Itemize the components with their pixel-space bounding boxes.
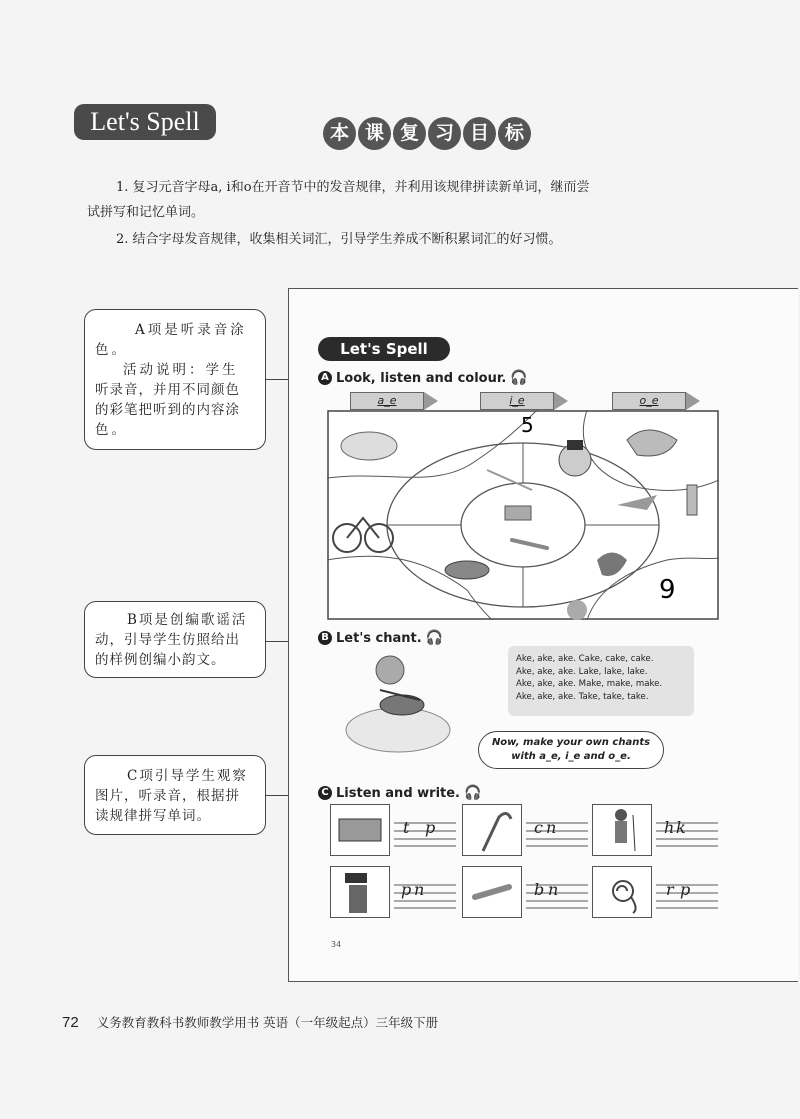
- section-letter: A: [318, 371, 332, 385]
- note-line: 动，引导学生仿照给出: [95, 632, 240, 648]
- title-char: 目: [463, 117, 496, 150]
- objective-2: 2. 结合字母发音规律，收集相关词汇，引导学生养成不断积累词汇的好习惯。: [116, 232, 562, 247]
- number-five: 5: [521, 413, 534, 437]
- bubble-line: with a_e, i_e and o_e.: [511, 751, 631, 762]
- note-line: 色。: [95, 422, 128, 438]
- letter: n: [548, 880, 559, 899]
- section-title: Let's chant.: [336, 630, 422, 646]
- pencil-label: a_e: [350, 392, 424, 410]
- ball-icon: [567, 600, 587, 620]
- drummer-girl-illustration: [340, 650, 460, 760]
- section-letter: C: [318, 786, 332, 800]
- book-page-number: 34: [331, 940, 342, 949]
- chant-line: Ake, ake, ake. Cake, cake, cake.: [516, 654, 654, 664]
- section-a-heading: [318, 370, 528, 386]
- tape-picture: [330, 804, 390, 856]
- hiker-picture: [592, 804, 652, 856]
- note-line: 的彩笔把听到的内容涂: [95, 402, 240, 418]
- letter: t: [403, 818, 410, 837]
- letter: p: [425, 818, 436, 837]
- section-letter: B: [318, 631, 332, 645]
- note-line: 读规律拼写单词。: [95, 808, 211, 824]
- chant-box: [508, 646, 694, 716]
- note-line: B项是创编歌谣活: [127, 612, 248, 628]
- note-a: [84, 309, 266, 450]
- rope-picture: [592, 866, 652, 918]
- letter: r: [666, 880, 674, 899]
- headphones-icon: 🎧: [425, 630, 444, 646]
- letter: n: [414, 880, 425, 899]
- chant-line: Ake, ake, ake. Lake, lake, lake.: [516, 666, 648, 677]
- bubble-line: Now, make your own chants: [491, 737, 651, 748]
- pencil-label: o_e: [612, 392, 686, 410]
- letter: k: [676, 818, 686, 837]
- lesson-badge: Let's Spell: [74, 104, 216, 140]
- title-char: 课: [358, 117, 391, 150]
- drum-icon: [445, 561, 489, 579]
- lets-spell-pill: Let's Spell: [318, 337, 450, 361]
- note-b: [84, 601, 266, 678]
- objective-1-cont: 试拼写和记忆单词。: [87, 205, 205, 220]
- coloring-picture: [327, 410, 719, 620]
- pencil-o-e: [612, 392, 700, 410]
- speech-bubble: [478, 731, 664, 769]
- number-nine: 9: [659, 575, 676, 605]
- note-line: A项是听录音涂: [135, 322, 247, 338]
- letter: p: [680, 880, 691, 899]
- pencil-label: i_e: [480, 392, 554, 410]
- cane-picture: [462, 804, 522, 856]
- headphones-icon: 🎧: [510, 370, 528, 386]
- note-line: 听录音，并用不同颜色: [95, 382, 240, 398]
- section-c-heading: [318, 785, 481, 801]
- pine-picture: [330, 866, 390, 918]
- note-line: 图片，听录音，根据拼: [95, 788, 240, 804]
- headphones-icon: 🎧: [464, 785, 482, 801]
- bone-vertical-icon: [687, 485, 697, 515]
- title-char: 本: [323, 117, 356, 150]
- section-title: Listen and write.: [336, 785, 460, 801]
- chant-line: Ake, ake, ake. Take, take, take.: [516, 691, 649, 702]
- letter: b: [534, 880, 545, 899]
- letter: p: [401, 880, 412, 899]
- page-footer: [62, 1013, 438, 1031]
- note-line: 活动说明：学生: [123, 362, 239, 378]
- title-char: 习: [428, 117, 461, 150]
- letter: c: [534, 818, 543, 837]
- book-title: 义务教育教科书教师教学用书 英语（一年级起点）三年级下册: [96, 1015, 439, 1030]
- review-goals-title: [323, 117, 531, 153]
- title-char: 复: [393, 117, 426, 150]
- chant-line: Ake, ake, ake. Make, make, make.: [516, 679, 663, 689]
- note-c: [84, 755, 266, 835]
- note-line: 色。: [95, 342, 128, 358]
- note-line: C项引导学生观察: [127, 768, 248, 784]
- title-char: 标: [498, 117, 531, 150]
- pencil-a-e: [350, 392, 438, 410]
- bowl-icon: [341, 432, 397, 460]
- pencil-i-e: [480, 392, 568, 410]
- note-line: 的样例创编小韵文。: [95, 652, 226, 668]
- bone-picture: [462, 866, 522, 918]
- section-title: Look, listen and colour.: [336, 370, 507, 386]
- page-number: 72: [62, 1014, 79, 1031]
- letter: h: [664, 818, 675, 837]
- tape-icon: [505, 506, 531, 520]
- section-b-heading: [318, 630, 443, 646]
- objective-1: 1. 复习元音字母a, i和o在开音节中的发音规律，并利用该规律拼读新单词，继而尝: [116, 180, 590, 195]
- letter: n: [546, 818, 557, 837]
